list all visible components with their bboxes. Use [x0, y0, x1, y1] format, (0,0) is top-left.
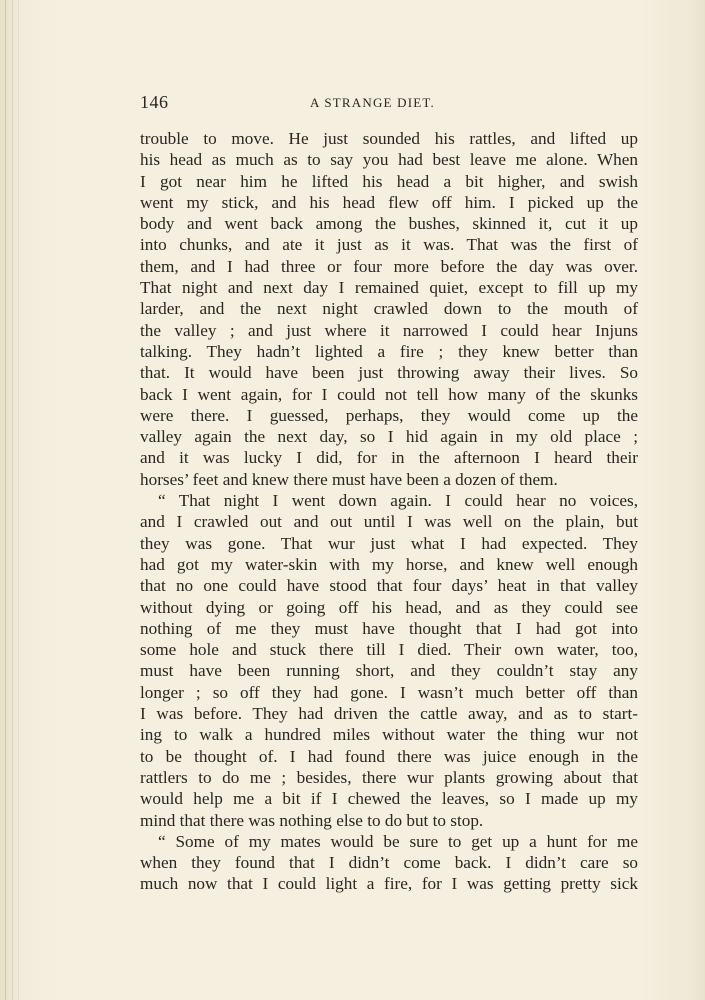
text-line: would help me a bit if I chewed the leaves, so I made up my: [140, 789, 638, 809]
page-number: 146: [140, 92, 169, 112]
text-line: trouble to move. He just sounded his rattles, and lifted up: [140, 129, 638, 148]
text-line: some hole and stuck there till I died. Their own water, too,: [140, 640, 638, 660]
text-line: talking. They hadn’t lighted a fire ; they knew better than: [140, 341, 638, 361]
text-line: body and went back among the bushes, skinned it, cut it up: [140, 214, 638, 234]
text-line: them, and I had three or four more before the day was over.: [140, 256, 638, 276]
text-line: that no one could have stood that four days’ heat in that valley: [140, 576, 638, 596]
running-head: [140, 92, 640, 112]
text-line: “ That night I went down again. I could hear no voices,: [158, 491, 638, 511]
text-line: had got my water-skin with my horse, and knew well enough: [140, 554, 638, 574]
text-line: mind that there was nothing else to do but to stop.: [140, 810, 484, 830]
text-line: horses’ feet and knew there must have been a dozen of them.: [140, 469, 558, 489]
text-line: they was gone. That wur just what I had expected. They: [140, 533, 638, 553]
text-line: were there. I guessed, perhaps, they would come up the: [140, 405, 638, 425]
text-line: the valley ; and just where it narrowed I could hear Injuns: [140, 320, 638, 340]
text-line: when they found that I didn’t come back. I didn’t care so: [140, 853, 638, 873]
binding-gutter-line: [5, 0, 6, 1000]
text-line: ing to walk a hundred miles without water the thing wur not: [140, 725, 638, 745]
binding-gutter-line: [18, 0, 19, 1000]
text-line: and it was lucky I did, for in the afternoon I heard their: [140, 448, 638, 468]
body-text: [140, 128, 638, 895]
text-line: without dying or going off his head, and as they could see: [140, 597, 638, 617]
text-line: nothing of me they must have thought that I had got into: [140, 618, 638, 638]
running-title: A STRANGE DIET.: [310, 95, 436, 110]
binding-gutter-line: [12, 0, 13, 1000]
text-line: I got near him he lifted his head a bit higher, and swish: [140, 171, 638, 191]
text-line: that. It would have been just throwing away their lives. So: [140, 363, 638, 383]
text-line: went my stick, and his head flew off him. I picked up the: [140, 192, 638, 212]
text-line: must have been running short, and they couldn’t stay any: [140, 661, 638, 681]
text-line: longer ; so off they had gone. I wasn’t much better off than: [140, 682, 638, 702]
text-line: his head as much as to say you had best leave me alone. When: [140, 150, 638, 170]
text-line: into chunks, and ate it just as it was. That was the first of: [140, 235, 638, 255]
text-line: “ Some of my mates would be sure to get up a hunt for me: [158, 831, 638, 851]
text-line: rattlers to do me ; besides, there wur plants growing about that: [140, 767, 638, 787]
text-line: to be thought of. I had found there was juice enough in the: [140, 746, 638, 766]
text-line: valley again the next day, so I hid again in my old place ;: [140, 427, 638, 447]
text-line: That night and next day I remained quiet, except to fill up my: [140, 278, 638, 298]
text-line: back I went again, for I could not tell how many of the skunks: [140, 384, 638, 404]
text-line: and I crawled out and out until I was well on the plain, but: [140, 512, 638, 532]
text-line: much now that I could light a fire, for I was getting pretty sick: [140, 874, 638, 894]
text-line: larder, and the next night crawled down to the mouth of: [140, 299, 638, 319]
text-line: I was before. They had driven the cattle away, and as to start-: [140, 704, 638, 724]
